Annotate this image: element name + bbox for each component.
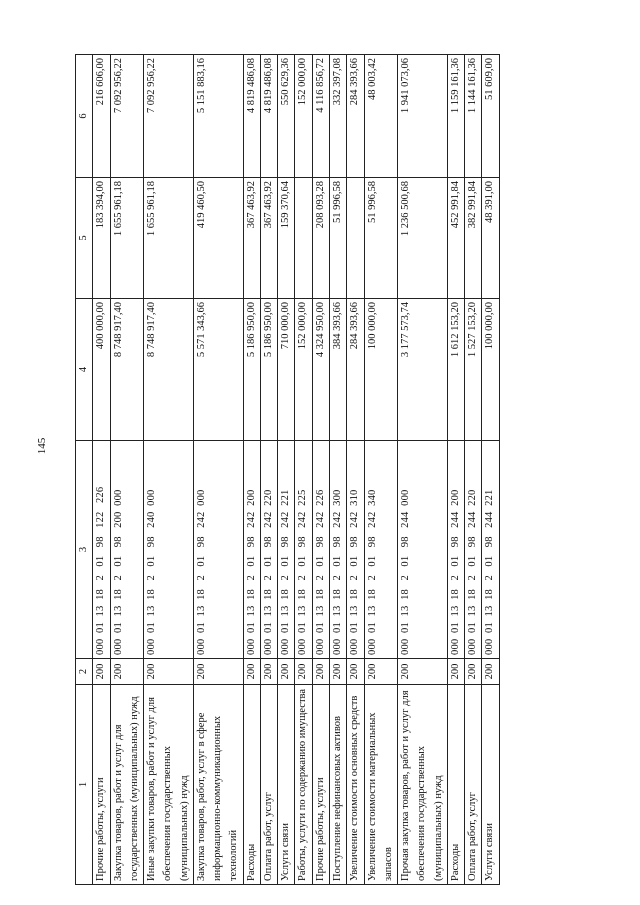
row-value-col5	[295, 178, 312, 299]
row-value-col5: 1 655 961,18	[144, 178, 194, 299]
row-budget-code: 000 01 13 18 2 01 98 242 226	[312, 441, 329, 659]
row-name: Расходы	[447, 685, 464, 885]
row-value-col5: 51 996,58	[329, 178, 346, 299]
row-line-code: 200	[144, 659, 194, 685]
row-budget-code: 000 01 13 18 2 01 98 242 220	[260, 441, 277, 659]
row-name: Услуги связи	[482, 685, 499, 885]
row-value-col6: 48 003,42	[364, 55, 398, 178]
row-budget-code: 000 01 13 18 2 01 98 242 310	[347, 441, 364, 659]
row-name: Поступление нефинансовых активов	[329, 685, 346, 885]
header-cell: 2	[76, 659, 93, 685]
row-value-col5	[347, 178, 364, 299]
row-name: Иные закупки товаров, работ и услуг для обеспечения государственных (муниципальных) нужд	[144, 685, 194, 885]
header-cell: 4	[76, 299, 93, 441]
row-budget-code: 000 01 13 18 2 01 98 242 300	[329, 441, 346, 659]
rotated-page	[75, 55, 603, 885]
row-value-col4: 5 186 950,00	[260, 299, 277, 441]
row-value-col5: 51 996,58	[364, 178, 398, 299]
row-name: Закупка товаров, работ, услуг в сфере информационно-коммуникационных технологий	[193, 685, 243, 885]
row-value-col6: 51 609,00	[482, 55, 499, 178]
row-name: Прочие работы, услуги	[93, 685, 110, 885]
header-cell: 3	[76, 441, 93, 659]
row-budget-code: 000 01 13 18 2 01 98 244 000	[398, 441, 448, 659]
row-name: Прочая закупка товаров, работ и услуг для обеспечения государственных (муниципальных) нужд	[398, 685, 448, 885]
row-line-code: 200	[110, 659, 144, 685]
row-value-col5: 1 655 961,18	[110, 178, 144, 299]
row-value-col4: 1 527 153,20	[465, 299, 482, 441]
row-value-col4: 400 000,00	[93, 299, 110, 441]
row-value-col5: 367 463,92	[260, 178, 277, 299]
header-row	[76, 55, 93, 885]
row-value-col6: 152 000,00	[295, 55, 312, 178]
table-row	[398, 55, 448, 885]
row-line-code: 200	[93, 659, 110, 685]
table-row	[364, 55, 398, 885]
row-line-code: 200	[347, 659, 364, 685]
row-value-col6: 216 606,00	[93, 55, 110, 178]
row-value-col4: 284 393,66	[347, 299, 364, 441]
row-budget-code: 000 01 13 18 2 01 98 242 340	[364, 441, 398, 659]
row-value-col6: 7 092 956,22	[144, 55, 194, 178]
row-value-col4: 5 186 950,00	[243, 299, 260, 441]
row-line-code: 200	[295, 659, 312, 685]
row-value-col4: 3 177 573,74	[398, 299, 448, 441]
header-cell: 1	[76, 685, 93, 885]
row-value-col4: 1 612 153,20	[447, 299, 464, 441]
table-row	[312, 55, 329, 885]
row-line-code: 200	[447, 659, 464, 685]
row-value-col6: 1 144 161,36	[465, 55, 482, 178]
row-line-code: 200	[482, 659, 499, 685]
row-value-col4: 152 000,00	[295, 299, 312, 441]
row-value-col6: 4 819 486,08	[260, 55, 277, 178]
row-value-col4: 5 571 343,66	[193, 299, 243, 441]
header-cell: 6	[76, 55, 93, 178]
row-value-col6: 550 629,36	[278, 55, 295, 178]
row-name: Закупка товаров, работ и услуг для государственных (муниципальных) нужд	[110, 685, 144, 885]
table-row	[243, 55, 260, 885]
table-row	[93, 55, 110, 885]
row-line-code: 200	[398, 659, 448, 685]
row-value-col5: 1 236 500,68	[398, 178, 448, 299]
table-row	[482, 55, 499, 885]
row-value-col6: 332 397,08	[329, 55, 346, 178]
page-number: 145	[36, 437, 48, 455]
row-value-col6: 1 941 073,06	[398, 55, 448, 178]
row-value-col5: 367 463,92	[243, 178, 260, 299]
row-line-code: 200	[312, 659, 329, 685]
row-name: Увеличение стоимости основных средств	[347, 685, 364, 885]
table-row	[278, 55, 295, 885]
table-row	[347, 55, 364, 885]
row-value-col4: 384 393,66	[329, 299, 346, 441]
row-value-col4: 710 000,00	[278, 299, 295, 441]
row-budget-code: 000 01 13 18 2 01 98 244 221	[482, 441, 499, 659]
table-row	[110, 55, 144, 885]
table-row	[465, 55, 482, 885]
row-line-code: 200	[278, 659, 295, 685]
table-row	[295, 55, 312, 885]
row-budget-code: 000 01 13 18 2 01 98 242 200	[243, 441, 260, 659]
row-budget-code: 000 01 13 18 2 01 98 244 200	[447, 441, 464, 659]
row-value-col4: 100 000,00	[482, 299, 499, 441]
row-value-col5: 419 460,50	[193, 178, 243, 299]
row-budget-code: 000 01 13 18 2 01 98 242 000	[193, 441, 243, 659]
row-name: Увеличение стоимости материальных запасов	[364, 685, 398, 885]
row-budget-code: 000 01 13 18 2 01 98 242 221	[278, 441, 295, 659]
row-value-col5: 183 394,00	[93, 178, 110, 299]
row-value-col6: 5 151 883,16	[193, 55, 243, 178]
row-value-col6: 4 116 856,72	[312, 55, 329, 178]
table-row	[144, 55, 194, 885]
table-body	[93, 55, 499, 885]
header-cell: 5	[76, 178, 93, 299]
row-name: Работы, услуги по содержанию имущества	[295, 685, 312, 885]
row-value-col5: 208 093,28	[312, 178, 329, 299]
row-value-col5: 382 991,84	[465, 178, 482, 299]
row-budget-code: 000 01 13 18 2 01 98 244 220	[465, 441, 482, 659]
row-budget-code: 000 01 13 18 2 01 98 240 000	[144, 441, 194, 659]
row-name: Расходы	[243, 685, 260, 885]
row-value-col4: 4 324 950,00	[312, 299, 329, 441]
row-value-col6: 4 819 486,08	[243, 55, 260, 178]
table-row	[260, 55, 277, 885]
row-value-col6: 1 159 161,36	[447, 55, 464, 178]
row-name: Услуги связи	[278, 685, 295, 885]
row-budget-code: 000 01 13 18 2 01 98 200 000	[110, 441, 144, 659]
row-value-col4: 8 748 917,40	[144, 299, 194, 441]
table-row	[329, 55, 346, 885]
row-value-col4: 100 000,00	[364, 299, 398, 441]
row-name: Оплата работ, услуг	[260, 685, 277, 885]
table-row	[447, 55, 464, 885]
row-line-code: 200	[465, 659, 482, 685]
row-line-code: 200	[243, 659, 260, 685]
row-value-col5: 452 991,84	[447, 178, 464, 299]
row-name: Прочие работы, услуги	[312, 685, 329, 885]
row-value-col6: 7 092 956,22	[110, 55, 144, 178]
budget-table	[75, 54, 500, 885]
row-line-code: 200	[364, 659, 398, 685]
row-line-code: 200	[329, 659, 346, 685]
row-line-code: 200	[193, 659, 243, 685]
row-line-code: 200	[260, 659, 277, 685]
row-budget-code: 000 01 13 18 2 01 98 242 225	[295, 441, 312, 659]
row-value-col5: 159 370,64	[278, 178, 295, 299]
row-name: Оплата работ, услуг	[465, 685, 482, 885]
table-row	[193, 55, 243, 885]
row-value-col6: 284 393,66	[347, 55, 364, 178]
row-value-col4: 8 748 917,40	[110, 299, 144, 441]
row-budget-code: 000 01 13 18 2 01 98 122 226	[93, 441, 110, 659]
row-value-col5: 48 391,00	[482, 178, 499, 299]
